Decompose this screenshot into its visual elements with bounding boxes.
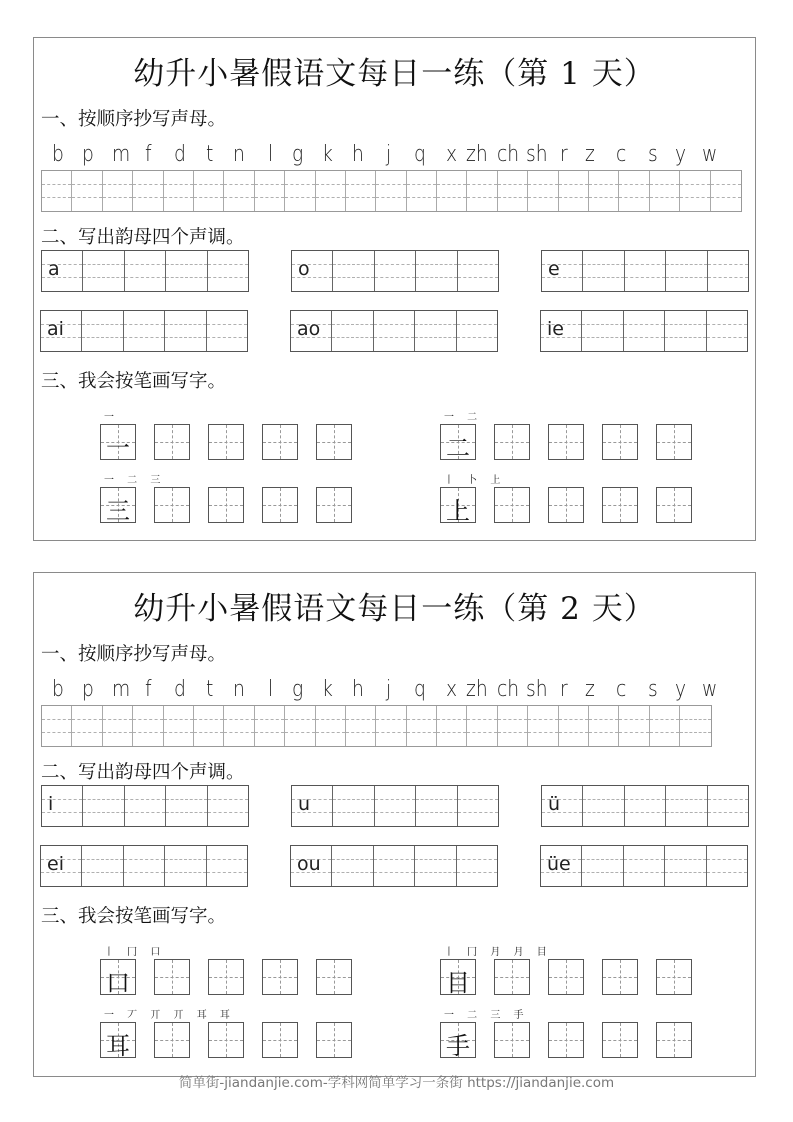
tone-cell[interactable] [374,846,415,886]
practice-character-box[interactable] [316,487,352,523]
final-tone-box[interactable] [41,250,249,292]
grid-cell[interactable] [224,706,254,746]
tone-cell[interactable] [291,311,332,351]
final-tone-box[interactable] [40,310,248,352]
initial-letter: zh [466,142,488,167]
model-character-box [440,487,476,523]
model-character-box [100,959,136,995]
final-tone-box[interactable] [540,310,748,352]
initial-letter: z [585,677,595,702]
grid-cell[interactable] [650,171,680,211]
initial-letter: k [322,677,333,702]
initials-row [48,677,738,705]
tone-cell[interactable] [166,251,207,291]
grid-cell[interactable] [376,706,406,746]
tone-cell[interactable] [415,311,456,351]
tone-cell[interactable] [292,786,333,826]
tone-cell[interactable] [665,311,706,351]
practice-character-box[interactable] [154,1022,190,1058]
practice-character-box[interactable] [208,1022,244,1058]
practice-character-box[interactable] [316,959,352,995]
worksheet-title: 幼升小暑假语文每日一练（第 2 天） [133,591,656,627]
tone-cell[interactable] [415,846,456,886]
model-character-box [440,1022,476,1058]
grid-cell[interactable] [316,171,346,211]
initial-letter: b [52,142,64,167]
tone-cell[interactable] [41,846,82,886]
tone-cell[interactable] [708,786,748,826]
grid-cell[interactable] [133,171,163,211]
section-1-title: 一、按顺序抄写声母。 [41,644,227,665]
practice-character-box[interactable] [208,487,244,523]
initial-letter: l [268,677,274,702]
tone-cell[interactable] [42,786,83,826]
tone-cell[interactable] [583,786,624,826]
grid-cell[interactable] [559,706,589,746]
initial-letter: s [648,142,658,167]
grid-cell[interactable] [619,171,649,211]
grid-cell[interactable] [680,171,710,211]
initial-letter: zh [466,677,488,702]
day-1-worksheet [33,37,756,541]
grid-cell[interactable] [407,706,437,746]
initial-letter: b [52,677,64,702]
tone-cell[interactable] [333,786,374,826]
practice-character-box[interactable] [262,959,298,995]
practice-character-box[interactable] [548,1022,584,1058]
tone-cell[interactable] [83,786,124,826]
grid-cell[interactable] [498,171,528,211]
initial-letter: f [145,142,152,167]
practice-character-box[interactable] [154,487,190,523]
section-2-title: 二、写出韵母四个声调。 [41,762,245,783]
final-label: ei [47,853,64,875]
initial-letter: m [112,677,131,702]
grid-cell[interactable] [72,171,102,211]
grid-cell[interactable] [528,171,558,211]
tone-cell[interactable] [166,786,207,826]
practice-character-box[interactable] [208,959,244,995]
tone-cell[interactable] [707,311,747,351]
tone-cell[interactable] [42,251,83,291]
grid-cell[interactable] [316,706,346,746]
initial-letter: f [145,677,152,702]
initial-letter: r [560,677,568,702]
initial-letter: q [414,142,426,167]
grid-cell[interactable] [285,171,315,211]
initial-letter: t [206,677,214,702]
initial-letter: g [292,677,304,702]
tone-cell[interactable] [541,846,582,886]
tone-cell[interactable] [666,251,707,291]
final-label: a [48,258,60,280]
section-3-title: 三、我会按笔画写字。 [41,371,227,392]
final-label: o [298,258,310,280]
tone-cell[interactable] [125,251,166,291]
initial-letter: m [112,142,131,167]
initials-writing-grid[interactable] [41,170,742,212]
model-character: 三 [106,497,130,525]
final-label: ou [297,853,321,875]
stroke-order: 丨 卜 上 [444,475,506,486]
practice-character-box[interactable] [154,959,190,995]
initial-letter: d [174,677,186,702]
tone-cell[interactable] [708,251,748,291]
initials-writing-grid[interactable] [41,705,712,747]
section-2-title: 二、写出韵母四个声调。 [41,227,245,248]
grid-cell[interactable] [711,171,741,211]
initials-row [48,142,738,170]
model-character-box [440,959,476,995]
initial-letter: ch [497,677,520,702]
final-tone-box[interactable] [290,845,498,887]
stroke-order: 一 二 三 手 [444,1010,529,1021]
initial-letter: x [446,142,458,167]
practice-character-box[interactable] [316,1022,352,1058]
initial-letter: p [82,142,94,167]
tone-cell[interactable] [624,846,665,886]
final-tone-box[interactable] [290,310,498,352]
initial-letter: sh [526,142,548,167]
practice-character-box[interactable] [262,487,298,523]
grid-cell[interactable] [72,706,102,746]
final-tone-box[interactable] [291,250,499,292]
final-label: ü [548,793,561,815]
final-label: ie [547,318,564,340]
tone-cell[interactable] [583,251,624,291]
model-character: 上 [446,497,470,525]
grid-cell[interactable] [164,171,194,211]
model-character: 耳 [106,1032,130,1060]
grid-cell[interactable] [559,171,589,211]
tone-cell[interactable] [207,846,247,886]
day-2-worksheet [33,572,756,1077]
initial-letter: p [82,677,94,702]
tone-cell[interactable] [458,786,498,826]
stroke-order: 丨 冂 口 [104,947,166,958]
final-tone-box[interactable] [291,785,499,827]
stroke-order: 一 丆 丌 丌 耳 耳 [104,1010,235,1021]
grid-cell[interactable] [467,171,497,211]
grid-cell[interactable] [407,171,437,211]
practice-character-box[interactable] [602,959,638,995]
practice-character-box[interactable] [656,487,692,523]
model-character: 手 [446,1032,470,1060]
initial-letter: h [352,142,364,167]
grid-cell[interactable] [346,706,376,746]
practice-character-box[interactable] [548,959,584,995]
grid-cell[interactable] [255,171,285,211]
tone-cell[interactable] [125,786,166,826]
stroke-order: 一 二 [444,412,483,423]
grid-cell[interactable] [498,706,528,746]
practice-character-box[interactable] [548,424,584,460]
model-character-box [100,1022,136,1058]
initial-letter: j [386,142,392,167]
tone-cell[interactable] [458,251,498,291]
tone-cell[interactable] [333,251,374,291]
tone-cell[interactable] [416,786,457,826]
initial-letter: y [675,142,687,167]
grid-cell[interactable] [285,706,315,746]
section-1-title: 一、按顺序抄写声母。 [41,109,227,130]
tone-cell[interactable] [625,786,666,826]
final-label: üe [547,853,571,875]
final-tone-box[interactable] [541,785,749,827]
practice-character-box[interactable] [494,959,530,995]
tone-cell[interactable] [375,251,416,291]
grid-cell[interactable] [133,706,163,746]
final-label: e [548,258,560,280]
tone-cell[interactable] [208,251,248,291]
initial-letter: ch [497,142,520,167]
grid-cell[interactable] [680,706,710,746]
grid-cell[interactable] [467,706,497,746]
tone-cell[interactable] [665,846,706,886]
worksheet-title: 幼升小暑假语文每日一练（第 1 天） [133,56,656,92]
initial-letter: y [675,677,687,702]
tone-cell[interactable] [375,786,416,826]
initial-letter: j [386,677,392,702]
practice-character-box[interactable] [494,487,530,523]
tone-cell[interactable] [707,846,747,886]
grid-cell[interactable] [346,171,376,211]
tone-cell[interactable] [124,311,165,351]
tone-cell[interactable] [542,251,583,291]
tone-cell[interactable] [165,846,206,886]
tone-cell[interactable] [292,251,333,291]
practice-character-box[interactable] [656,959,692,995]
practice-character-box[interactable] [208,424,244,460]
grid-cell[interactable] [437,706,467,746]
tone-cell[interactable] [416,251,457,291]
stroke-order: 一 二 三 [104,475,166,486]
final-label: i [48,793,54,815]
model-character-box [100,487,136,523]
footer-watermark: 简单街-jiandanjie.com-学科网简单学习一条街 https://jiandanjie.com [178,1075,615,1091]
tone-cell[interactable] [332,311,373,351]
initial-letter: z [585,142,595,167]
initial-letter: r [560,142,568,167]
tone-cell[interactable] [666,786,707,826]
practice-character-box[interactable] [154,424,190,460]
final-label: ai [47,318,64,340]
model-character: 口 [106,969,130,997]
grid-cell[interactable] [42,706,72,746]
grid-cell[interactable] [528,706,558,746]
grid-cell[interactable] [103,171,133,211]
practice-character-box[interactable] [656,1022,692,1058]
section-3-title: 三、我会按笔画写字。 [41,906,227,927]
tone-cell[interactable] [82,311,123,351]
final-tone-box[interactable] [540,845,748,887]
practice-character-box[interactable] [494,424,530,460]
grid-cell[interactable] [255,706,285,746]
tone-cell[interactable] [457,846,497,886]
grid-cell[interactable] [376,171,406,211]
practice-character-box[interactable] [262,424,298,460]
model-character: 一 [106,434,130,462]
stroke-order: 一 [104,412,119,423]
tone-cell[interactable] [541,311,582,351]
grid-cell[interactable] [619,706,649,746]
final-tone-box[interactable] [41,785,249,827]
initial-letter: n [233,677,245,702]
initial-letter: h [352,677,364,702]
tone-cell[interactable] [291,846,332,886]
practice-character-box[interactable] [602,424,638,460]
practice-character-box[interactable] [602,487,638,523]
grid-cell[interactable] [589,171,619,211]
initial-letter: x [446,677,458,702]
initial-letter: sh [526,677,548,702]
initial-letter: c [616,142,627,167]
tone-cell[interactable] [83,251,124,291]
tone-cell[interactable] [41,311,82,351]
tone-cell[interactable] [582,846,623,886]
practice-character-box[interactable] [656,424,692,460]
initial-letter: t [206,142,214,167]
grid-cell[interactable] [194,706,224,746]
initial-letter: n [233,142,245,167]
initial-letter: q [414,677,426,702]
practice-character-box[interactable] [548,487,584,523]
tone-cell[interactable] [625,251,666,291]
initial-letter: d [174,142,186,167]
grid-cell[interactable] [164,706,194,746]
initial-letter: w [702,142,718,167]
tone-cell[interactable] [332,846,373,886]
stroke-order: 丨 冂 月 月 目 [444,947,552,958]
initial-letter: w [702,677,718,702]
initial-letter: c [616,677,627,702]
initial-letter: s [648,677,658,702]
final-tone-box[interactable] [40,845,248,887]
tone-cell[interactable] [457,311,497,351]
initial-letter: k [322,142,333,167]
model-character-box [100,424,136,460]
final-label: u [298,793,311,815]
practice-character-box[interactable] [316,424,352,460]
model-character-box [440,424,476,460]
tone-cell[interactable] [624,311,665,351]
practice-character-box[interactable] [494,1022,530,1058]
tone-cell[interactable] [208,786,248,826]
grid-cell[interactable] [103,706,133,746]
final-label: ao [297,318,321,340]
tone-cell[interactable] [165,311,206,351]
tone-cell[interactable] [374,311,415,351]
grid-cell[interactable] [437,171,467,211]
final-tone-box[interactable] [541,250,749,292]
model-character: 目 [446,969,470,997]
grid-cell[interactable] [589,706,619,746]
grid-cell[interactable] [650,706,680,746]
practice-character-box[interactable] [262,1022,298,1058]
tone-cell[interactable] [542,786,583,826]
grid-cell[interactable] [224,171,254,211]
grid-cell[interactable] [194,171,224,211]
grid-cell[interactable] [42,171,72,211]
tone-cell[interactable] [207,311,247,351]
model-character: 二 [446,434,470,462]
initial-letter: l [268,142,274,167]
tone-cell[interactable] [582,311,623,351]
initial-letter: g [292,142,304,167]
practice-character-box[interactable] [602,1022,638,1058]
tone-cell[interactable] [124,846,165,886]
tone-cell[interactable] [82,846,123,886]
